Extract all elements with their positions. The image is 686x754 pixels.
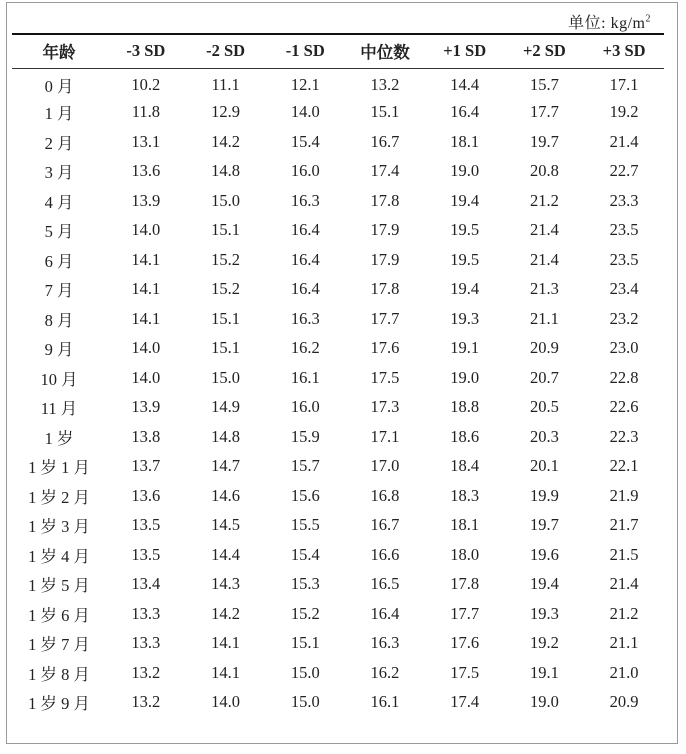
age-cell: 4 月 (44, 192, 74, 212)
value-cell: 23.2 (609, 308, 639, 328)
value-cell: 14.1 (211, 633, 240, 653)
age-cell: 11 月 (40, 399, 78, 419)
value-cell: 19.9 (529, 485, 559, 505)
value-cell: 16.0 (290, 161, 320, 181)
column-header: -1 SD (265, 34, 345, 68)
value-cell: 19.2 (529, 633, 559, 653)
value-cell: 19.5 (450, 249, 480, 269)
value-cell: 21.4 (609, 574, 639, 594)
value-cell: 16.3 (290, 190, 320, 210)
value-cell: 17.4 (450, 692, 480, 712)
value-cell: 14.1 (211, 662, 240, 682)
value-cell: 15.0 (290, 692, 320, 712)
table-row (12, 68, 664, 98)
value-cell: 20.1 (529, 456, 559, 476)
value-cell: 15.0 (211, 190, 240, 210)
value-cell: 15.4 (290, 544, 320, 564)
value-cell: 16.4 (290, 279, 320, 299)
value-cell: 21.1 (609, 633, 639, 653)
value-cell: 11.8 (131, 102, 160, 122)
age-cell: 0 月 (44, 76, 74, 96)
value-cell: 17.9 (370, 220, 400, 240)
value-cell: 16.1 (290, 367, 320, 387)
value-cell: 16.3 (370, 633, 400, 653)
table-row (12, 393, 664, 423)
value-cell: 16.3 (290, 308, 320, 328)
value-cell: 14.4 (450, 74, 480, 94)
age-cell: 1 岁 6 月 (28, 605, 90, 625)
value-cell: 13.6 (131, 161, 161, 181)
value-cell: 19.4 (450, 279, 480, 299)
value-cell: 13.6 (131, 485, 161, 505)
value-cell: 13.9 (131, 397, 161, 417)
table-row (12, 98, 664, 128)
value-cell: 22.8 (609, 367, 639, 387)
value-cell: 23.3 (609, 190, 639, 210)
value-cell: 13.3 (131, 603, 161, 623)
value-cell: 16.2 (290, 338, 320, 358)
value-cell: 19.1 (450, 338, 480, 358)
value-cell: 14.8 (211, 426, 240, 446)
column-header: +1 SD (425, 34, 505, 68)
column-header: 中位数 (345, 34, 425, 68)
value-cell: 21.1 (529, 308, 559, 328)
unit-label (568, 10, 651, 33)
value-cell: 17.1 (609, 74, 639, 94)
age-cell: 1 岁 4 月 (28, 546, 90, 566)
value-cell: 18.0 (450, 544, 480, 564)
value-cell: 15.1 (211, 220, 240, 240)
table-body (12, 68, 664, 717)
table-row (12, 275, 664, 305)
value-cell: 18.3 (450, 485, 480, 505)
value-cell: 19.4 (450, 190, 480, 210)
table-header (12, 34, 664, 68)
value-cell: 19.2 (609, 102, 639, 122)
value-cell: 17.7 (370, 308, 400, 328)
age-cell: 1 岁 7 月 (28, 635, 90, 655)
value-cell: 18.1 (450, 515, 480, 535)
table-row (12, 157, 664, 187)
value-cell: 21.2 (529, 190, 559, 210)
value-cell: 22.1 (609, 456, 639, 476)
unit-text: 单位: kg/m (568, 15, 646, 32)
table-row (12, 629, 664, 659)
table-row (12, 481, 664, 511)
value-cell: 20.9 (609, 692, 639, 712)
age-cell: 3 月 (44, 163, 74, 183)
value-cell: 15.1 (290, 633, 320, 653)
value-cell: 17.9 (370, 249, 400, 269)
value-cell: 19.3 (450, 308, 480, 328)
value-cell: 15.0 (211, 367, 240, 387)
value-cell: 19.0 (450, 367, 480, 387)
value-cell: 21.7 (609, 515, 639, 535)
value-cell: 20.3 (529, 426, 559, 446)
value-cell: 21.0 (609, 662, 639, 682)
value-cell: 16.4 (370, 603, 400, 623)
value-cell: 18.6 (450, 426, 480, 446)
value-cell: 15.1 (370, 102, 400, 122)
value-cell: 16.4 (290, 249, 320, 269)
value-cell: 19.7 (529, 131, 559, 151)
value-cell: 23.0 (609, 338, 639, 358)
value-cell: 18.4 (450, 456, 480, 476)
value-cell: 19.3 (529, 603, 559, 623)
value-cell: 15.4 (290, 131, 320, 151)
value-cell: 15.2 (211, 249, 240, 269)
value-cell: 21.2 (609, 603, 639, 623)
value-cell: 13.8 (131, 426, 161, 446)
age-cell: 1 岁 2 月 (28, 487, 90, 507)
table-row (12, 334, 664, 364)
table-row (12, 186, 664, 216)
value-cell: 17.3 (370, 397, 400, 417)
value-cell: 16.5 (370, 574, 400, 594)
value-cell: 14.0 (211, 692, 240, 712)
value-cell: 14.5 (211, 515, 240, 535)
value-cell: 14.0 (290, 102, 320, 122)
value-cell: 12.9 (211, 102, 240, 122)
age-cell: 1 岁 5 月 (28, 576, 90, 596)
value-cell: 13.3 (131, 633, 161, 653)
value-cell: 19.7 (529, 515, 559, 535)
value-cell: 15.7 (290, 456, 320, 476)
value-cell: 15.2 (290, 603, 320, 623)
table-row (12, 658, 664, 688)
value-cell: 23.5 (609, 220, 639, 240)
value-cell: 17.8 (370, 279, 400, 299)
age-cell: 1 岁 (44, 428, 74, 448)
value-cell: 13.2 (131, 692, 161, 712)
value-cell: 21.4 (529, 220, 559, 240)
value-cell: 14.0 (131, 338, 161, 358)
value-cell: 13.4 (131, 574, 161, 594)
value-cell: 17.7 (529, 102, 559, 122)
value-cell: 14.2 (211, 603, 240, 623)
table-row (12, 422, 664, 452)
value-cell: 14.1 (131, 308, 161, 328)
value-cell: 15.0 (290, 662, 320, 682)
column-header: +2 SD (505, 34, 585, 68)
value-cell: 14.4 (211, 544, 240, 564)
value-cell: 14.3 (211, 574, 240, 594)
value-cell: 21.4 (609, 131, 639, 151)
value-cell: 19.5 (450, 220, 480, 240)
bmi-table (12, 33, 664, 717)
value-cell: 16.0 (290, 397, 320, 417)
value-cell: 14.1 (131, 249, 161, 269)
value-cell: 16.2 (370, 662, 400, 682)
value-cell: 12.1 (290, 74, 320, 94)
value-cell: 18.8 (450, 397, 480, 417)
value-cell: 23.5 (609, 249, 639, 269)
value-cell: 15.7 (529, 74, 559, 94)
value-cell: 22.3 (609, 426, 639, 446)
value-cell: 13.2 (370, 74, 400, 94)
value-cell: 19.0 (529, 692, 559, 712)
age-cell: 5 月 (44, 222, 74, 242)
value-cell: 17.8 (450, 574, 480, 594)
value-cell: 20.7 (529, 367, 559, 387)
value-cell: 14.9 (211, 397, 240, 417)
age-cell: 1 岁 9 月 (28, 694, 90, 714)
age-cell: 7 月 (44, 281, 74, 301)
column-header: -3 SD (106, 34, 186, 68)
value-cell: 15.6 (290, 485, 320, 505)
value-cell: 16.1 (370, 692, 400, 712)
table-row (12, 599, 664, 629)
value-cell: 17.1 (370, 426, 400, 446)
header-row (12, 34, 664, 68)
table-row (12, 570, 664, 600)
value-cell: 14.6 (211, 485, 240, 505)
value-cell: 15.9 (290, 426, 320, 446)
value-cell: 17.5 (450, 662, 480, 682)
value-cell: 17.6 (370, 338, 400, 358)
value-cell: 17.5 (370, 367, 400, 387)
age-cell: 8 月 (44, 310, 74, 330)
value-cell: 18.1 (450, 131, 480, 151)
value-cell: 13.1 (131, 131, 161, 151)
value-cell: 16.4 (290, 220, 320, 240)
value-cell: 23.4 (609, 279, 639, 299)
table-row (12, 511, 664, 541)
value-cell: 10.2 (131, 74, 161, 94)
value-cell: 14.7 (211, 456, 240, 476)
column-header: 年龄 (12, 34, 106, 68)
value-cell: 15.1 (211, 338, 240, 358)
value-cell: 21.4 (529, 249, 559, 269)
value-cell: 15.5 (290, 515, 320, 535)
value-cell: 21.3 (529, 279, 559, 299)
value-cell: 20.5 (529, 397, 559, 417)
value-cell: 17.0 (370, 456, 400, 476)
age-cell: 1 岁 1 月 (28, 458, 90, 478)
value-cell: 20.8 (529, 161, 559, 181)
value-cell: 11.1 (211, 74, 240, 94)
column-header: -2 SD (186, 34, 266, 68)
value-cell: 14.8 (211, 161, 240, 181)
value-cell: 22.7 (609, 161, 639, 181)
table-row (12, 245, 664, 275)
table-row (12, 363, 664, 393)
value-cell: 14.2 (211, 131, 240, 151)
value-cell: 19.4 (529, 574, 559, 594)
age-cell: 6 月 (44, 251, 74, 271)
value-cell: 13.5 (131, 515, 161, 535)
table-row (12, 304, 664, 334)
value-cell: 16.8 (370, 485, 400, 505)
value-cell: 17.6 (450, 633, 480, 653)
column-header: +3 SD (584, 34, 664, 68)
value-cell: 15.2 (211, 279, 240, 299)
value-cell: 13.5 (131, 544, 161, 564)
value-cell: 19.6 (529, 544, 559, 564)
unit-exponent: 2 (645, 13, 651, 25)
age-cell: 10 月 (40, 369, 78, 389)
value-cell: 16.7 (370, 515, 400, 535)
value-cell: 21.5 (609, 544, 639, 564)
age-cell: 1 月 (44, 104, 74, 124)
table-row (12, 452, 664, 482)
value-cell: 14.0 (131, 367, 161, 387)
value-cell: 14.0 (131, 220, 161, 240)
value-cell: 20.9 (529, 338, 559, 358)
value-cell: 17.4 (370, 161, 400, 181)
value-cell: 16.4 (450, 102, 480, 122)
age-cell: 1 岁 8 月 (28, 664, 90, 684)
value-cell: 15.1 (211, 308, 240, 328)
age-cell: 2 月 (44, 133, 74, 153)
value-cell: 16.7 (370, 131, 400, 151)
value-cell: 13.9 (131, 190, 161, 210)
value-cell: 22.6 (609, 397, 639, 417)
table-row (12, 540, 664, 570)
table-row (12, 127, 664, 157)
value-cell: 21.9 (609, 485, 639, 505)
value-cell: 17.8 (370, 190, 400, 210)
age-cell: 1 岁 3 月 (28, 517, 90, 537)
value-cell: 15.3 (290, 574, 320, 594)
age-cell: 9 月 (44, 340, 74, 360)
value-cell: 14.1 (131, 279, 161, 299)
value-cell: 13.2 (131, 662, 161, 682)
value-cell: 19.0 (450, 161, 480, 181)
value-cell: 19.1 (529, 662, 559, 682)
value-cell: 13.7 (131, 456, 161, 476)
value-cell: 17.7 (450, 603, 480, 623)
table-row (12, 688, 664, 718)
table-row (12, 216, 664, 246)
value-cell: 16.6 (370, 544, 400, 564)
